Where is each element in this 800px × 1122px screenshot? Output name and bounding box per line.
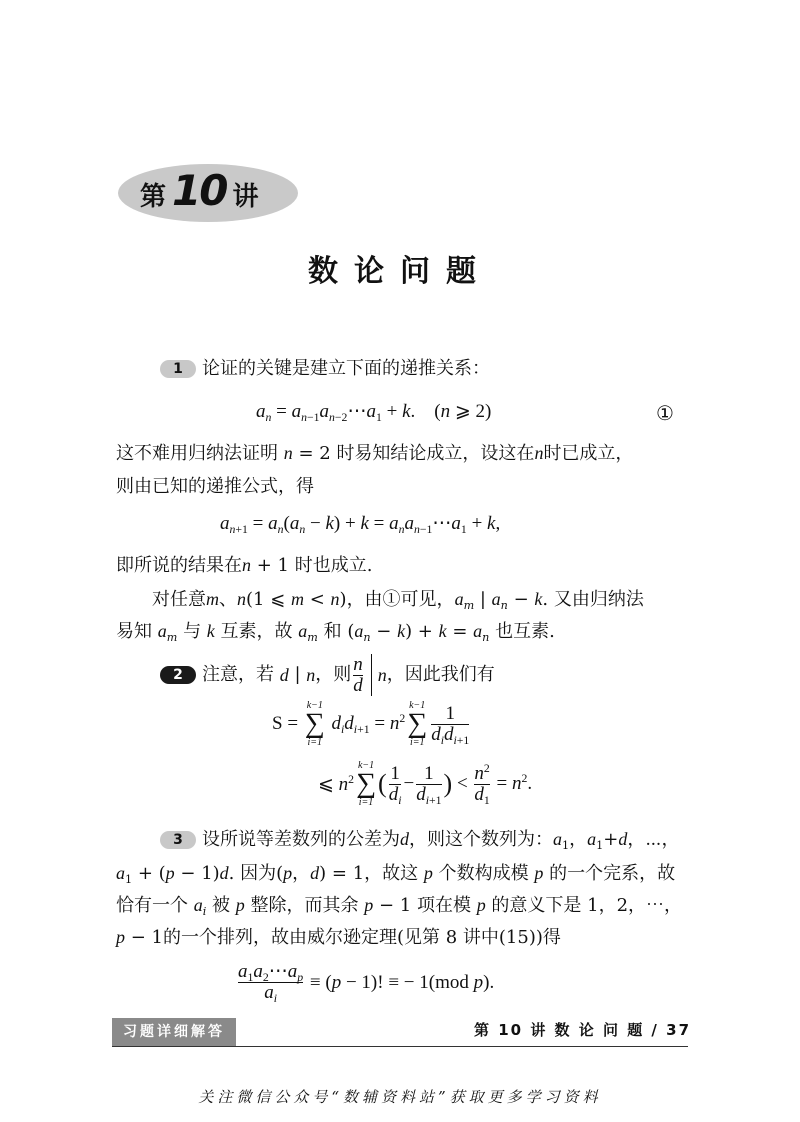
equation-4: ⩽ $n^2$ k−1 ∑ i=1 ( $\frac{1}{d_i}$ − $\frac{1}{d_{i+1}}$ ) < $\frac{n^2}{d_1}$ = $n^2$. bbox=[318, 760, 533, 808]
problem-1-line-6: 易知 $a_m$ 与 k 互素，故 $a_m$ 和 $(a_n - k) + k = a_n$ 也互素. bbox=[116, 621, 555, 644]
footer-section-tag: 习题详细解答 bbox=[112, 1018, 236, 1046]
equation-label-1: ① bbox=[656, 401, 674, 425]
problem-number-2: 2 bbox=[160, 666, 196, 684]
problem-1-line-3: 则由已知的递推公式，得 bbox=[116, 476, 314, 497]
page-title: 数论问题 bbox=[308, 254, 492, 289]
problem-3-line-4: p − 1的一个排列，故由威尔逊定理(见第 8 讲中(15))得 bbox=[116, 927, 561, 948]
chapter-prefix: 第 bbox=[140, 182, 167, 212]
chapter-number: 10 bbox=[172, 166, 227, 215]
problem-2-intro: 2 注意，若 d | n ，则 $\frac{n}{d}$ n ，因此我们有 bbox=[160, 654, 495, 696]
running-head: 第 10 讲 数 论 问 题 / 37 bbox=[474, 1021, 692, 1039]
problem-3-line-2: $a_1 + (p - 1)d$. 因为(p，d) = 1，故这 p 个数构成模 p 的一个完系，故 bbox=[116, 863, 676, 886]
chapter-suffix: 讲 bbox=[232, 182, 259, 212]
watermark-note: 关注微信公众号“数辅资料站”获取更多学习资料 bbox=[198, 1088, 602, 1106]
problem-1-intro: 1 论证的关键是建立下面的递推关系： bbox=[160, 352, 490, 386]
problem-1-line-4: 即所说的结果在n + 1 时也成立. bbox=[116, 555, 373, 576]
problem-1-line-5: 对任意m、n(1 ⩽ m < n)，由①可见，$a_m$ | $a_n - k$. 又由归纳法 bbox=[152, 589, 644, 612]
footer-divider bbox=[112, 1046, 688, 1047]
equation-3: S = k−1 ∑ i=1 $d_id_{i+1} = n^2$ k−1 ∑ i=1 $\frac{1}{d_id_{i+1}}$ bbox=[272, 700, 470, 748]
problem-3-line-1: 3 设所说等差数列的公差为d，则这个数列为：$a_1$，$a_1+d$，⋯， bbox=[160, 822, 690, 857]
problem-number-3: 3 bbox=[160, 831, 196, 849]
equation-5: $\frac{a_1a_2\cdots a_p}{a_i}$ ≡ (p − 1)! ≡ − 1(mod p). bbox=[238, 961, 495, 1006]
problem-number-1: 1 bbox=[160, 360, 196, 378]
chapter-badge bbox=[140, 166, 258, 220]
problem-1-line-2: 这不难用归纳法证明 n = 2 时易知结论成立，设这在n时已成立， bbox=[116, 443, 634, 464]
fraction-n-over-d: $\frac{n}{d}$ bbox=[353, 653, 363, 696]
equation-2: $a_{n+1} = a_n(a_n - k) + k$ = $a_na_{n-1}\cdots a_1 + k$, bbox=[220, 513, 501, 537]
equation-1: $a_n$ = $a_{n-1}a_{n-2}\cdots a_1 + k$. (n ⩾ 2) bbox=[256, 401, 492, 425]
problem-3-line-3: 恰有一个 $a_i$ 被 p 整除，而其余 p − 1 项在模 p 的意义下是 1，2，⋯， bbox=[116, 895, 683, 918]
